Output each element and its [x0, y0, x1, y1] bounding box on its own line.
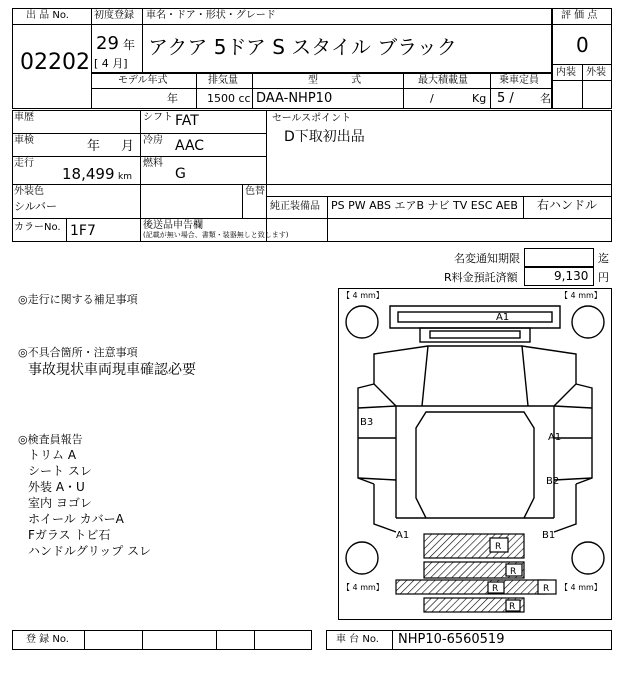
max-load-unit: Kg	[472, 92, 487, 105]
inspection-label: 車検	[14, 135, 34, 146]
chassis-label: 車 台 No.	[336, 634, 379, 645]
inspection-month-unit: 月	[121, 139, 135, 154]
ext-color-value: シルバー	[14, 200, 57, 213]
fuel-label: 燃料	[143, 158, 163, 169]
capacity-value: 5 /	[497, 91, 514, 106]
sales-point-value: D下取初出品	[284, 129, 365, 145]
first-reg-year-unit: 年	[123, 38, 136, 52]
mark-front: A1	[496, 312, 510, 323]
first-reg-year: 29	[96, 33, 119, 54]
svg-text:R: R	[509, 602, 516, 612]
defects-title: ◎不具合箇所・注意事項	[18, 346, 138, 359]
displacement-value: 1500 cc	[207, 92, 251, 105]
svg-text:R: R	[495, 542, 502, 552]
recycle-label: R料金預託済額	[444, 271, 518, 284]
car-name: アクア 5ドア S スタイル ブラック	[148, 35, 457, 59]
defects-text: 事故現状車両現車確認必要	[28, 362, 196, 378]
chassis-number: NHP10-6560519	[398, 632, 505, 647]
odometer-notice-unit: 迄	[598, 252, 609, 265]
mileage-unit: km	[118, 172, 132, 182]
aftermarket-note: (記載が無い場合、書類・装器無しと致します)	[143, 231, 289, 239]
svg-text:R: R	[492, 584, 499, 594]
reg-no-label: 登 録 No.	[26, 634, 69, 645]
inspector-item: 外装 A・U	[28, 480, 85, 494]
mark-bottom-right: B1	[542, 530, 556, 541]
recycle-amount: 9,130	[554, 269, 589, 283]
mark-right-upper: A1	[548, 432, 562, 443]
ac-label: 冷房	[143, 135, 163, 146]
max-load-value: /	[430, 92, 434, 105]
svg-text:R: R	[543, 584, 550, 594]
color-no-label: カラーNo.	[14, 222, 61, 233]
tire-rear-left	[346, 542, 378, 574]
sales-point-label: セールスポイント	[272, 113, 352, 124]
color-change-label: 色替	[245, 186, 265, 197]
score-label: 評 価 点	[561, 10, 598, 21]
shift-value: FAT	[175, 113, 199, 129]
model-year-unit: 年	[167, 92, 178, 105]
equipment-value: PS PW ABS エアB ナビ TV ESC AEB	[331, 199, 518, 212]
shift-label: シフト	[143, 112, 173, 123]
recycle-unit: 円	[598, 271, 609, 284]
exterior-score-label: 外装	[586, 67, 606, 78]
fuel-value: G	[175, 166, 186, 182]
interior-score-label: 内装	[556, 67, 576, 78]
mark-bottom-left: A1	[396, 530, 410, 541]
tire-label-rear-left: 【 4 mm】	[342, 583, 384, 592]
model-year-label: モデル年式	[118, 75, 168, 86]
ac-value: AAC	[175, 138, 205, 154]
tire-rear-right	[572, 542, 604, 574]
type-value: DAA-NHP10	[256, 91, 333, 106]
ext-color-label: 外装色	[14, 186, 44, 197]
car-damage-diagram	[338, 288, 612, 620]
inspector-item: 室内 ヨゴレ	[28, 496, 92, 510]
tire-front-left	[346, 306, 378, 338]
color-no-value: 1F7	[70, 223, 96, 239]
tire-label-front-right: 【 4 mm】	[560, 291, 602, 300]
mileage-value: 18,499	[62, 165, 115, 183]
capacity-unit: 名	[540, 92, 551, 105]
tire-label-front-left: 【 4 mm】	[342, 291, 384, 300]
inspector-item: ホイール カバーA	[28, 512, 124, 526]
lot-number: 02202	[20, 50, 90, 75]
first-reg-label: 初度登録	[94, 10, 134, 21]
inspector-item: Fガラス トビ石	[28, 528, 111, 542]
inspection-year-unit: 年	[87, 139, 101, 154]
lot-label: 出 品 No.	[26, 10, 69, 21]
inspector-title: ◎検査員報告	[18, 433, 83, 446]
mark-right-lower: B2	[546, 476, 560, 487]
inspector-item: シート スレ	[28, 464, 92, 478]
tire-front-right	[572, 306, 604, 338]
max-load-label: 最大積載量	[418, 75, 468, 86]
displacement-label: 排気量	[208, 75, 238, 86]
svg-text:R: R	[510, 567, 517, 577]
mark-left: B3	[360, 417, 374, 428]
first-reg-month: [ 4 月]	[94, 57, 128, 70]
equipment-label: 純正装備品	[270, 201, 320, 212]
tire-label-rear-right: 【 4 mm】	[560, 583, 602, 592]
driving-notes-title: ◎走行に関する補足事項	[18, 293, 138, 306]
odometer-notice-box	[524, 248, 594, 267]
front-bumper	[390, 306, 560, 342]
score-value: 0	[576, 33, 589, 57]
rear-hatch-panel	[424, 534, 524, 558]
history-label: 車歴	[14, 112, 34, 123]
rear-bumper-middle	[396, 580, 546, 594]
aftermarket-label: 後送品申告欄	[143, 220, 203, 231]
capacity-label: 乗車定員	[499, 75, 539, 86]
car-name-label: 車名・ドア・形状・グレード	[146, 10, 276, 21]
steering-value: 右ハンドル	[537, 198, 598, 212]
odometer-notice-label: 名変通知期限	[454, 252, 520, 265]
inspector-item: ハンドルグリップ スレ	[28, 544, 152, 558]
mileage-label: 走行	[14, 158, 34, 169]
rear-panels	[396, 534, 556, 612]
inspector-item: トリム A	[28, 448, 77, 462]
type-label: 型 式	[308, 75, 362, 86]
inspector-items	[28, 447, 151, 559]
